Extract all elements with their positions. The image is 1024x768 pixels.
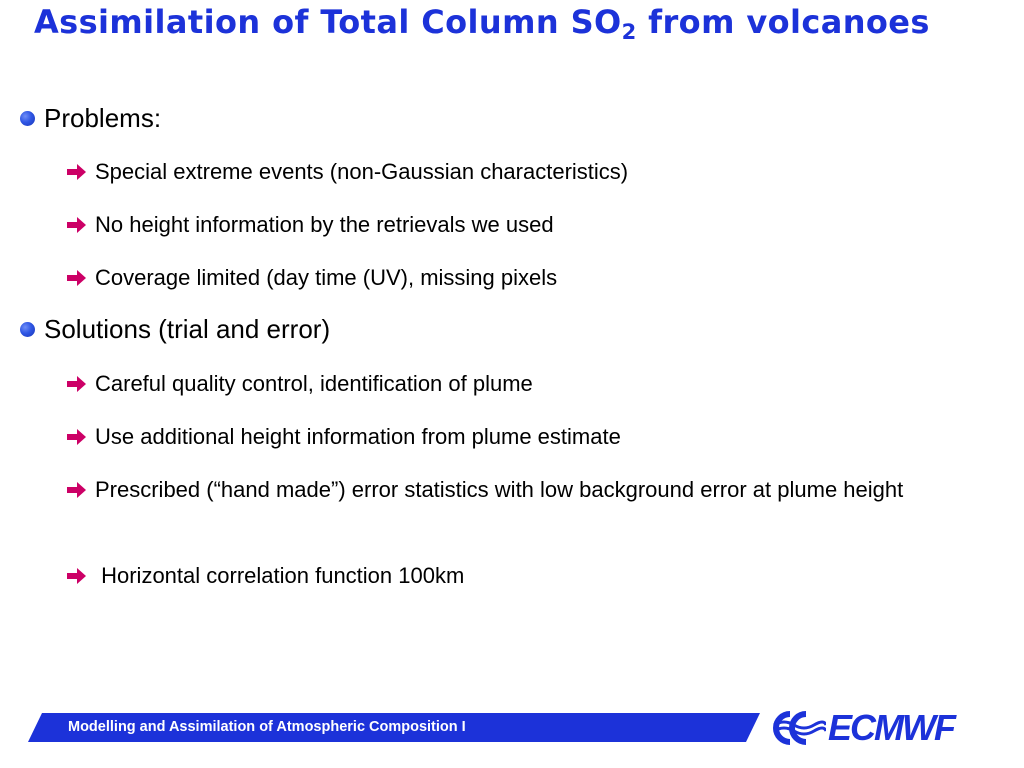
arrow-right-icon <box>66 421 88 453</box>
sub-bullet-item <box>66 156 966 188</box>
sub-bullet-text: Coverage limited (day time (UV), missing pixels <box>95 265 558 290</box>
ecmwf-logo <box>770 709 954 747</box>
round-blue-bullet-icon <box>20 111 35 126</box>
bullet-label: Solutions (trial and error) <box>44 314 331 344</box>
arrow-right-icon <box>66 156 88 188</box>
arrow-right-icon <box>66 262 88 294</box>
arrow-right-icon <box>66 474 88 506</box>
footer-text: Modelling and Assimilation of Atmospheric Composition I <box>68 719 466 735</box>
sub-bullet-item <box>66 262 966 294</box>
sub-bullet-item <box>66 368 966 400</box>
sub-bullet-item <box>66 209 966 241</box>
title-main: Assimilation of Total Column SO <box>34 3 622 41</box>
sub-bullet-text: Use additional height information from plume estimate <box>95 424 621 449</box>
bullet-solutions <box>20 313 330 345</box>
bullet-problems <box>20 102 161 134</box>
sub-bullet-text: Horizontal correlation function 100km <box>95 563 465 588</box>
round-blue-bullet-icon <box>20 322 35 337</box>
sub-bullet-text: Careful quality control, identification of plume <box>95 371 533 396</box>
sub-bullet-item <box>66 560 966 592</box>
sub-bullet-item <box>66 474 946 506</box>
sub-bullet-text: Prescribed (“hand made”) error statistics with low background error at plume height <box>95 477 904 502</box>
sub-bullet-item <box>66 421 966 453</box>
ecmwf-logo-mark <box>770 709 826 747</box>
arrow-right-icon <box>66 209 88 241</box>
sub-bullet-text: Special extreme events (non-Gaussian characteristics) <box>95 159 629 184</box>
arrow-right-icon <box>66 560 88 592</box>
title-rest: from volcanoes <box>636 3 930 41</box>
bullet-label: Problems: <box>44 103 162 133</box>
arrow-right-icon <box>66 368 88 400</box>
title-subscript: 2 <box>621 20 637 44</box>
logo-text: ECMWF <box>828 707 954 748</box>
sub-bullet-text: No height information by the retrievals we used <box>95 212 554 237</box>
